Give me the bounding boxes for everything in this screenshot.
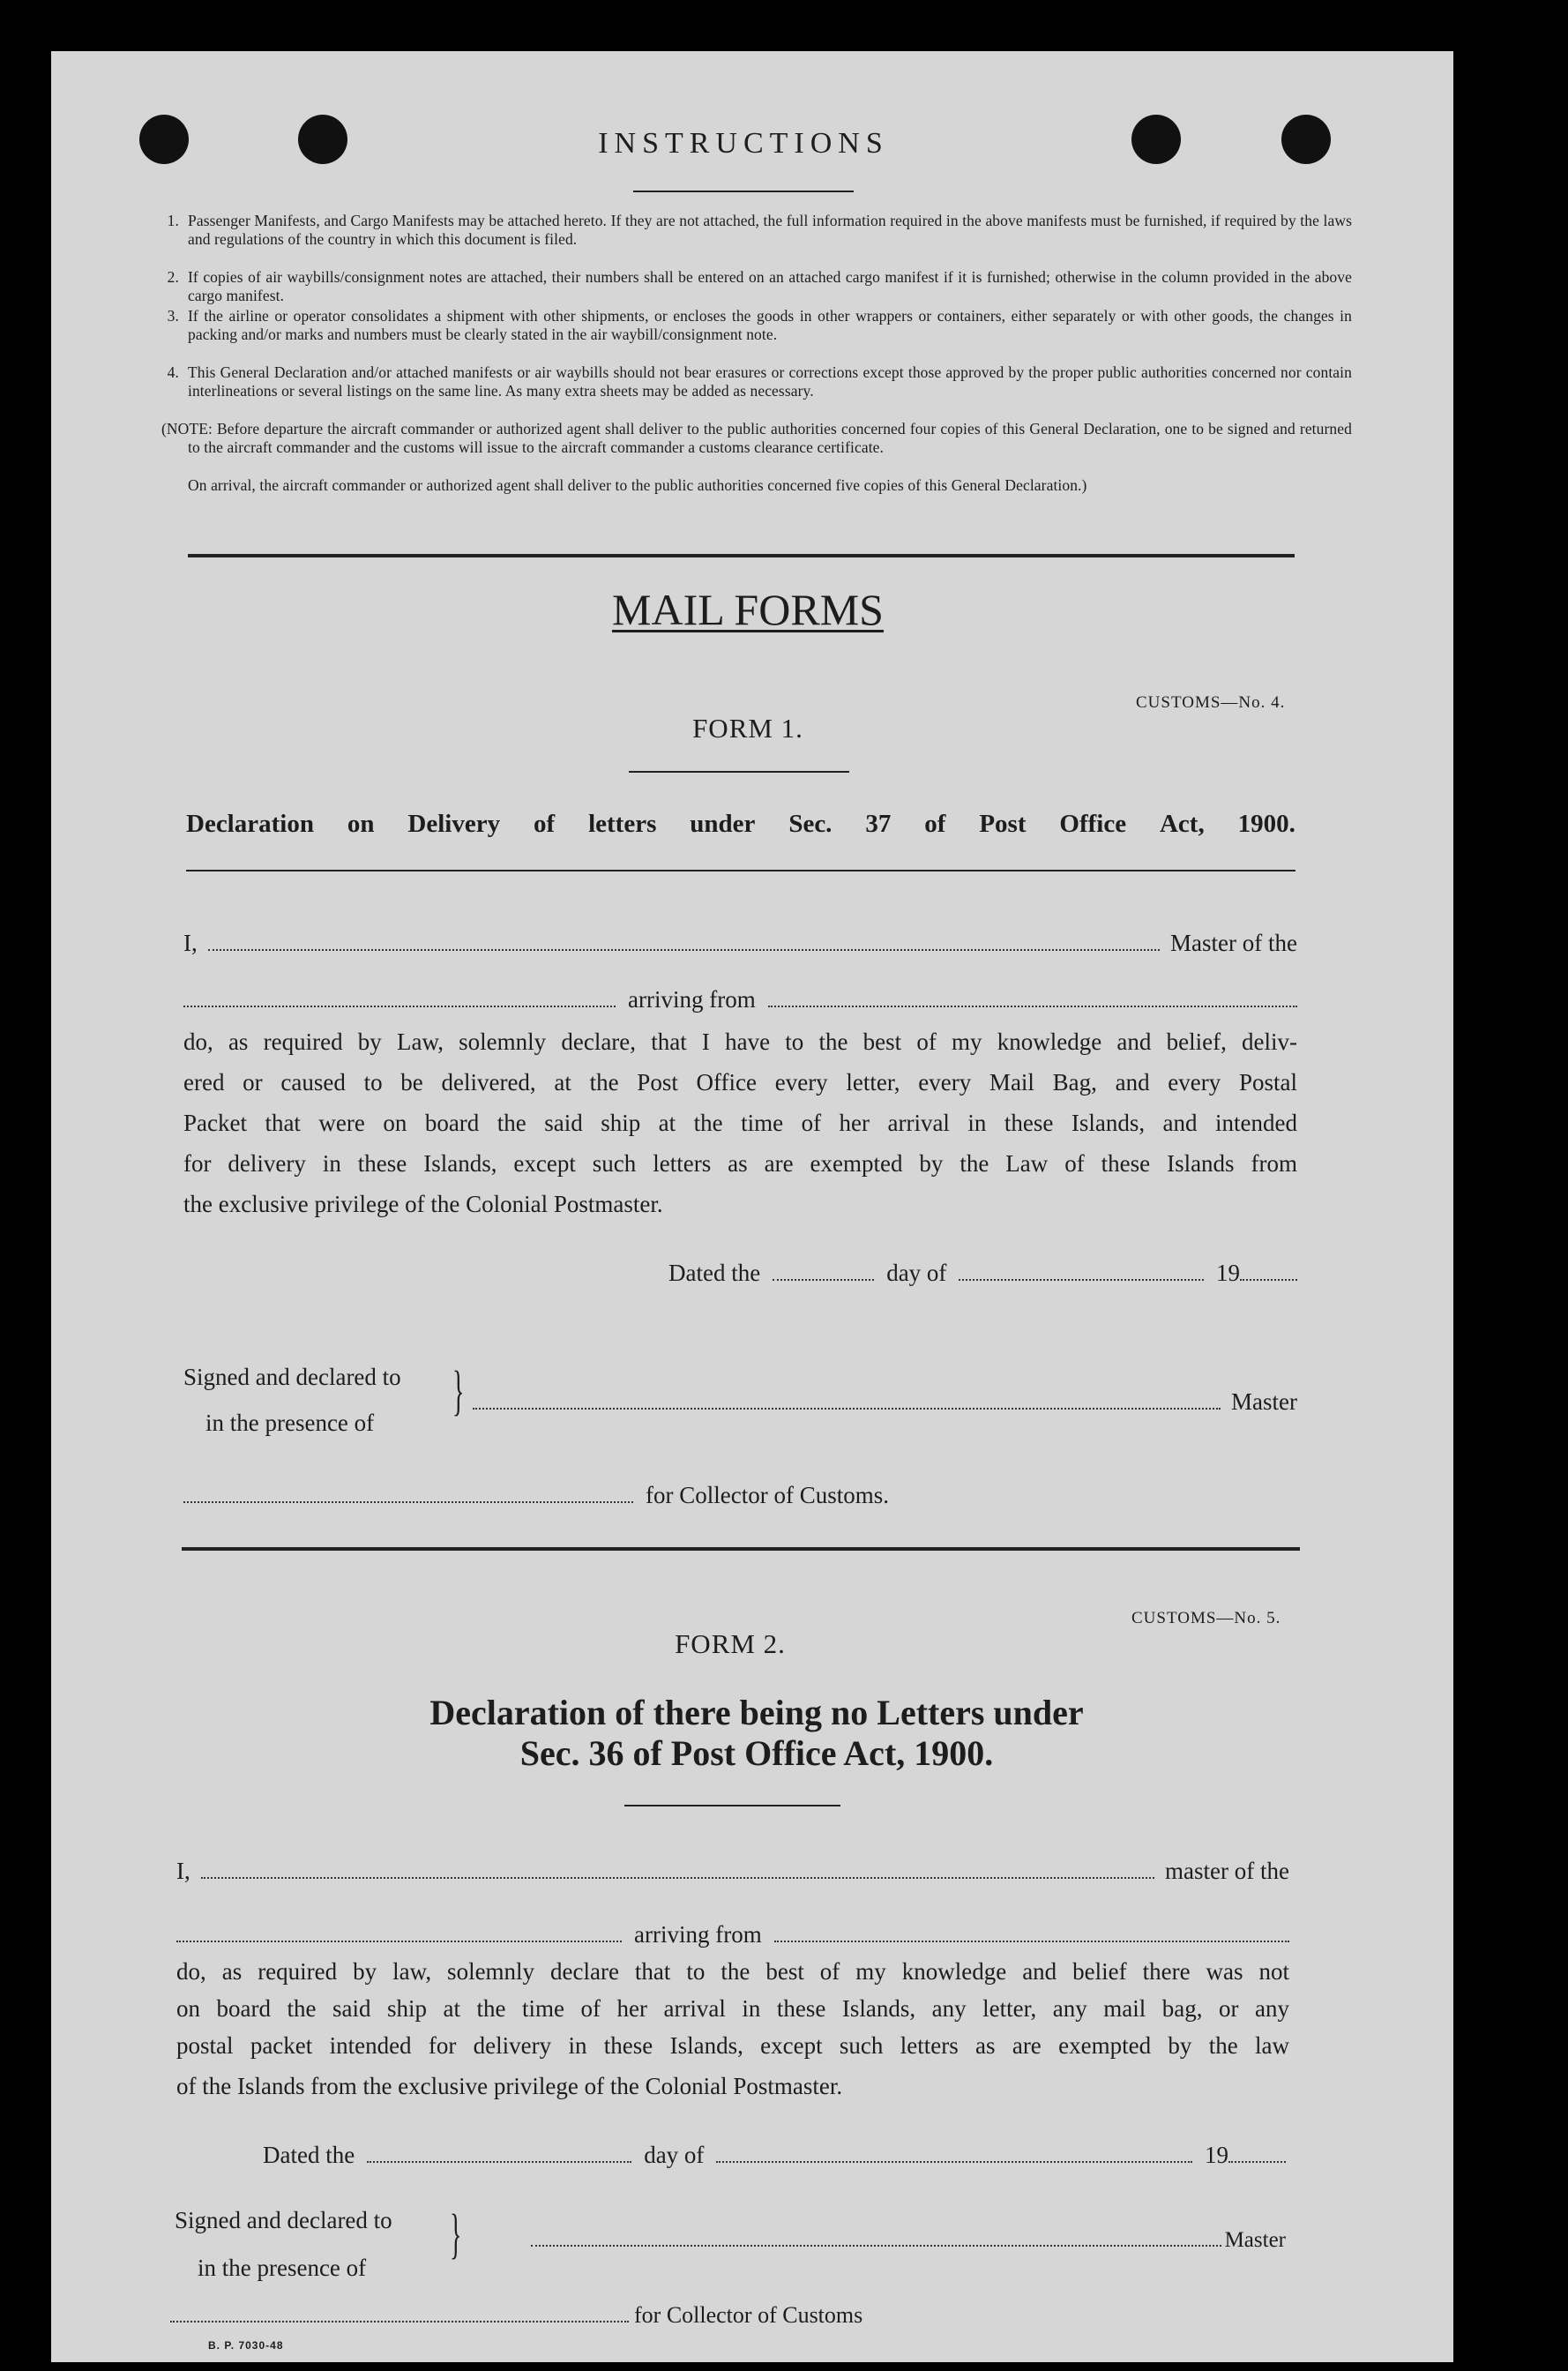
footer-code: B. P. 7030-48 — [208, 2339, 284, 2352]
form1-name-field[interactable] — [208, 949, 1160, 951]
form2-customs-number: CUSTOMS—No. 5. — [1131, 1609, 1281, 1627]
form1-ship-field[interactable] — [183, 1006, 616, 1007]
form2-signed-label-2: in the presence of — [198, 2255, 367, 2281]
form1-declaration-heading: Declaration on Delivery of letters under Sec. 37 of Post Office Act, 1900. — [186, 810, 1295, 838]
form2-body-line-2: on board the said ship at the time of her arrival in these Islands, any letter, any mail bag, or any — [176, 1995, 1289, 2022]
instruction-note-1: (NOTE: Before departure the aircraft commander or authorized agent shall deliver to the public authorities concerned four copies of this General Declaration, one to be signed and returned to the aircraft commander and the customs will issue to the aircraft commander a customs clearance certificate. — [161, 420, 1352, 456]
form1-body-line-5: the exclusive privilege of the Colonial Postmaster. — [183, 1191, 663, 1217]
form1-body-line-2: ered or caused to be delivered, at the Post Office every letter, every Mail Bag, and every Postal — [183, 1069, 1297, 1096]
punch-hole-left — [139, 115, 189, 164]
form1-collector-line: for Collector of Customs. — [183, 1482, 977, 1509]
document-sheet — [51, 51, 1453, 2362]
form1-title: FORM 1. — [692, 713, 803, 744]
instruction-item-2: 2. If copies of air waybills/consignment notes are attached, their numbers shall be entered on an attached cargo manifest if it is furnished; otherwise in the column provided in the above cargo manifest. — [167, 268, 1352, 304]
form1-dated-line: Dated the day of 19 — [668, 1260, 1297, 1287]
form2-origin-field[interactable] — [774, 1941, 1289, 1942]
form2-collector-signature-field[interactable] — [170, 2321, 629, 2322]
punch-hole-right — [1131, 115, 1181, 164]
form2-declaration-heading-2: Sec. 36 of Post Office Act, 1900. — [519, 1733, 994, 1773]
instruction-item-3: 3. If the airline or operator consolidates a shipment with other shipments, or encloses the goods in other wrappers or containers, either separately or with other goods, the changes in packing and/or marks and numbers must be clearly stated in the air waybill/consignment note. — [167, 307, 1352, 343]
form1-heading-rule — [186, 870, 1295, 871]
form1-master-line: Master — [473, 1388, 1297, 1416]
form1-brace: } — [452, 1361, 465, 1421]
section-divider-top — [188, 554, 1295, 557]
form1-body-line-1: do, as required by Law, solemnly declare, that I have to the best of my knowledge and belief, deliv- — [183, 1028, 1297, 1055]
mail-forms-title: MAIL FORMS — [612, 585, 884, 634]
form1-line-arriving: arriving from — [183, 986, 1297, 1013]
form1-signed-label-2: in the presence of — [205, 1410, 375, 1436]
instructions-underline — [633, 191, 854, 192]
form2-body-line-3: postal packet intended for delivery in these Islands, except such letters as are exempted by the law — [176, 2032, 1289, 2059]
form1-month-field[interactable] — [959, 1279, 1204, 1281]
form1-title-underline — [629, 771, 849, 773]
form2-ship-field[interactable] — [176, 1941, 622, 1942]
form2-master-signature-field[interactable] — [531, 2245, 1221, 2247]
form2-body-line-4: of the Islands from the exclusive privilege of the Colonial Postmaster. — [176, 2073, 843, 2099]
form2-signed-label-1: Signed and declared to — [175, 2207, 392, 2233]
form2-title: FORM 2. — [675, 1628, 786, 1659]
form2-year-field[interactable] — [1228, 2161, 1286, 2163]
punch-hole-left-2 — [298, 115, 347, 164]
page-edge-notch — [1473, 1242, 1508, 1365]
form1-master-signature-field[interactable] — [473, 1408, 1221, 1410]
form2-declaration-heading-1: Declaration of there being no Letters under — [429, 1693, 1084, 1732]
form1-body-line-4: for delivery in these Islands, except such letters as are exempted by the Law of these Islands from — [183, 1150, 1297, 1177]
form2-name-field[interactable] — [201, 1877, 1154, 1879]
punch-hole-right-2 — [1281, 115, 1331, 164]
form1-day-field[interactable] — [773, 1279, 874, 1281]
instructions-heading: INSTRUCTIONS — [598, 127, 889, 160]
form2-master-line: Master — [531, 2228, 1286, 2253]
instruction-item-4: 4. This General Declaration and/or attached manifests or air waybills should not bear erasures or corrections except those approved by the proper public authorities concerned nor contain interlineations or several listings on the same line. As many extra sheets may be added as necessary. — [167, 363, 1352, 400]
instruction-item-1: 1. Passenger Manifests, and Cargo Manifests may be attached hereto. If they are not attached, the full information required in the above manifests must be furnished, if required by the laws and regulations of the country in which this document is filed. — [167, 212, 1352, 248]
form1-collector-signature-field[interactable] — [183, 1501, 633, 1503]
form2-collector-line: for Collector of Customs — [170, 2302, 964, 2329]
form2-month-field[interactable] — [716, 2161, 1192, 2163]
form2-day-field[interactable] — [367, 2161, 631, 2163]
form1-year-field[interactable] — [1240, 1279, 1297, 1281]
form2-brace: } — [450, 2204, 462, 2264]
form1-body-line-3: Packet that were on board the said ship at the time of her arrival in these Islands, and intended — [183, 1110, 1297, 1136]
form1-signed-label-1: Signed and declared to — [183, 1364, 401, 1390]
form2-line-i: I, master of the — [176, 1858, 1289, 1884]
form1-line-i: I, Master of the — [183, 930, 1297, 956]
form2-title-underline — [624, 1805, 840, 1806]
form1-origin-field[interactable] — [768, 1006, 1297, 1007]
section-divider-middle — [182, 1547, 1300, 1551]
form2-dated-line: Dated the day of 19 — [263, 2142, 1286, 2169]
form2-line-arriving: arriving from — [176, 1921, 1289, 1948]
instruction-note-2: On arrival, the aircraft commander or authorized agent shall deliver to the public authorities concerned five copies of this General Declaration.) — [188, 476, 1087, 494]
form1-customs-number: CUSTOMS—No. 4. — [1136, 693, 1286, 712]
form2-body-line-1: do, as required by law, solemnly declare that to the best of my knowledge and belief there was not — [176, 1958, 1289, 1985]
